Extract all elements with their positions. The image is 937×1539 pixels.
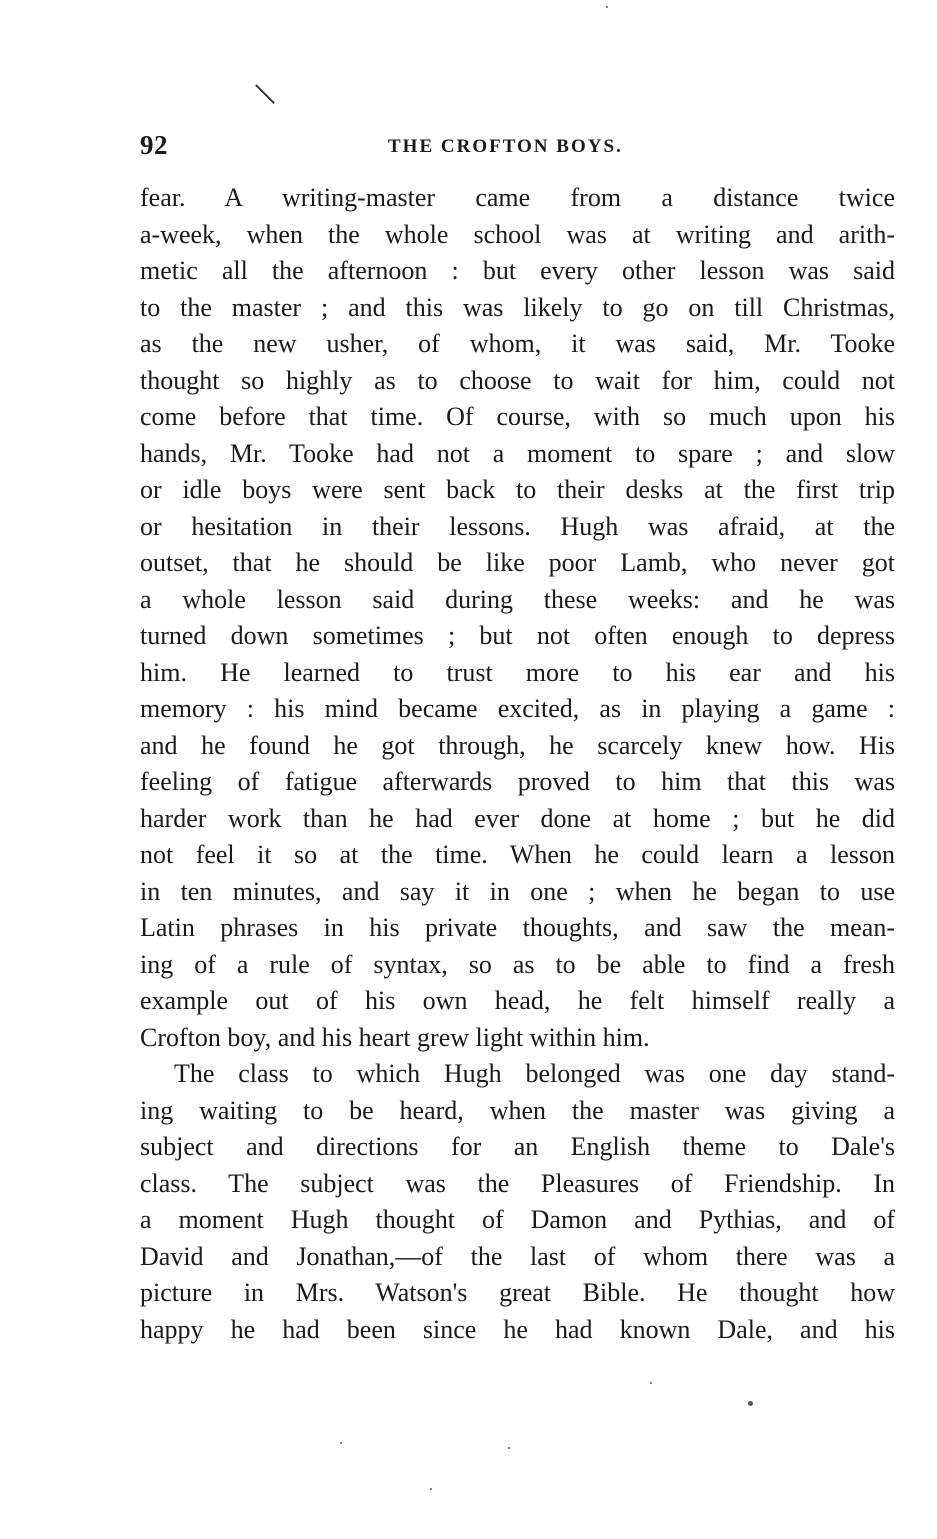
text-line: or idle boys were sent back to their desks at the first trip: [140, 475, 895, 504]
text-line: outset, that he should be like poor Lamb, who never got: [140, 548, 895, 577]
text-line: turned down sometimes ; but not often enough to depress: [140, 621, 895, 650]
stray-pen-mark: [255, 84, 274, 103]
ink-speck: [748, 1401, 753, 1406]
text-line: or hesitation in their lessons. Hugh was afraid, at the: [140, 511, 895, 541]
running-title: THE CROFTON BOYS.: [388, 136, 623, 157]
text-line: metic all the afternoon : but every other lesson was said: [140, 256, 895, 285]
text-line: a moment Hugh thought of Damon and Pythias, and of: [140, 1205, 895, 1234]
ink-speck: [606, 6, 608, 8]
running-head: [140, 130, 895, 162]
paragraph-1: [140, 180, 895, 1056]
text-line: as the new usher, of whom, it was said, Mr. Tooke: [140, 329, 895, 358]
text-line: Crofton boy, and his heart grew light within him.: [140, 1022, 650, 1052]
text-line: a-week, when the whole school was at writing and arith-: [140, 219, 895, 249]
ink-speck: [650, 1382, 652, 1384]
page-number: 92: [140, 130, 168, 160]
body-text: [140, 180, 895, 1348]
text-line: subject and directions for an English theme to Dale's: [140, 1132, 895, 1161]
ink-speck: [340, 1442, 342, 1444]
text-line: harder work than he had ever done at home ; but he did: [140, 803, 895, 833]
ink-speck: [430, 1488, 432, 1490]
text-line: thought so highly as to choose to wait for him, could not: [140, 365, 895, 395]
text-line: class. The subject was the Pleasures of Friendship. In: [140, 1168, 895, 1198]
text-line: picture in Mrs. Watson's great Bible. He thought how: [140, 1278, 895, 1307]
text-line: and he found he got through, he scarcely knew how. His: [140, 730, 895, 760]
text-line: happy he had been since he had known Dale, and his: [140, 1314, 895, 1344]
text-line: not feel it so at the time. When he could learn a lesson: [140, 840, 895, 869]
text-line: ing waiting to be heard, when the master was giving a: [140, 1095, 895, 1125]
text-line: to the master ; and this was likely to go on till Christmas,: [140, 292, 895, 322]
text-line: memory : his mind became excited, as in playing a game :: [140, 694, 895, 723]
text-line: The class to which Hugh belonged was one day stand-: [174, 1059, 895, 1088]
paragraph-2: [140, 1056, 895, 1348]
text-line: ing of a rule of syntax, so as to be able to find a fresh: [140, 949, 895, 979]
text-line: him. He learned to trust more to his ear and his: [140, 657, 895, 687]
ink-speck: [508, 1447, 510, 1449]
text-line: example out of his own head, he felt himself really a: [140, 986, 895, 1015]
text-line: Latin phrases in his private thoughts, and saw the mean-: [140, 913, 895, 942]
text-line: fear. A writing-master came from a distance twice: [140, 183, 895, 212]
text-line: a whole lesson said during these weeks: and he was: [140, 584, 895, 614]
text-line: come before that time. Of course, with so much upon his: [140, 402, 895, 431]
text-line: in ten minutes, and say it in one ; when he began to use: [140, 876, 895, 906]
text-line: hands, Mr. Tooke had not a moment to spare ; and slow: [140, 438, 895, 468]
text-line: David and Jonathan,—of the last of whom there was a: [140, 1241, 895, 1271]
text-line: feeling of fatigue afterwards proved to him that this was: [140, 767, 895, 796]
